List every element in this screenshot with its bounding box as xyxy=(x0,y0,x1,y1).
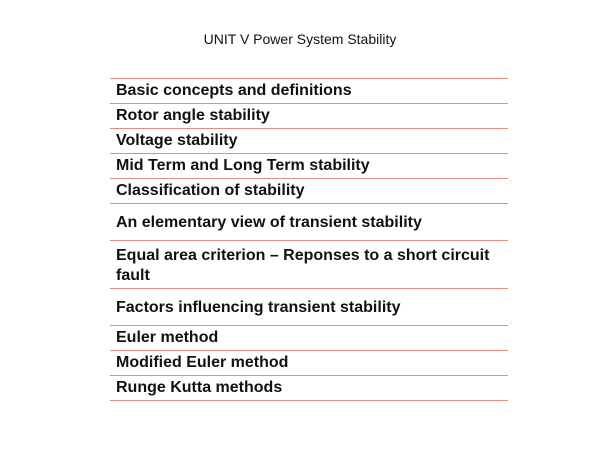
topic-row: Modified Euler method xyxy=(110,351,508,376)
topic-row: Classification of stability xyxy=(110,179,508,204)
topic-row: Rotor angle stability xyxy=(110,104,508,129)
topic-row: Factors influencing transient stability xyxy=(110,289,508,326)
topic-row: An elementary view of transient stability xyxy=(110,204,508,241)
slide-title: UNIT V Power System Stability xyxy=(203,31,397,47)
topic-row: Basic concepts and definitions xyxy=(110,79,508,104)
topic-row: Mid Term and Long Term stability xyxy=(110,154,508,179)
topic-row: Runge Kutta methods xyxy=(110,376,508,401)
topic-row: Euler method xyxy=(110,326,508,351)
topic-list xyxy=(110,78,508,401)
topic-row: Voltage stability xyxy=(110,129,508,154)
topic-row: Equal area criterion – Reponses to a short circuit fault xyxy=(110,241,508,289)
